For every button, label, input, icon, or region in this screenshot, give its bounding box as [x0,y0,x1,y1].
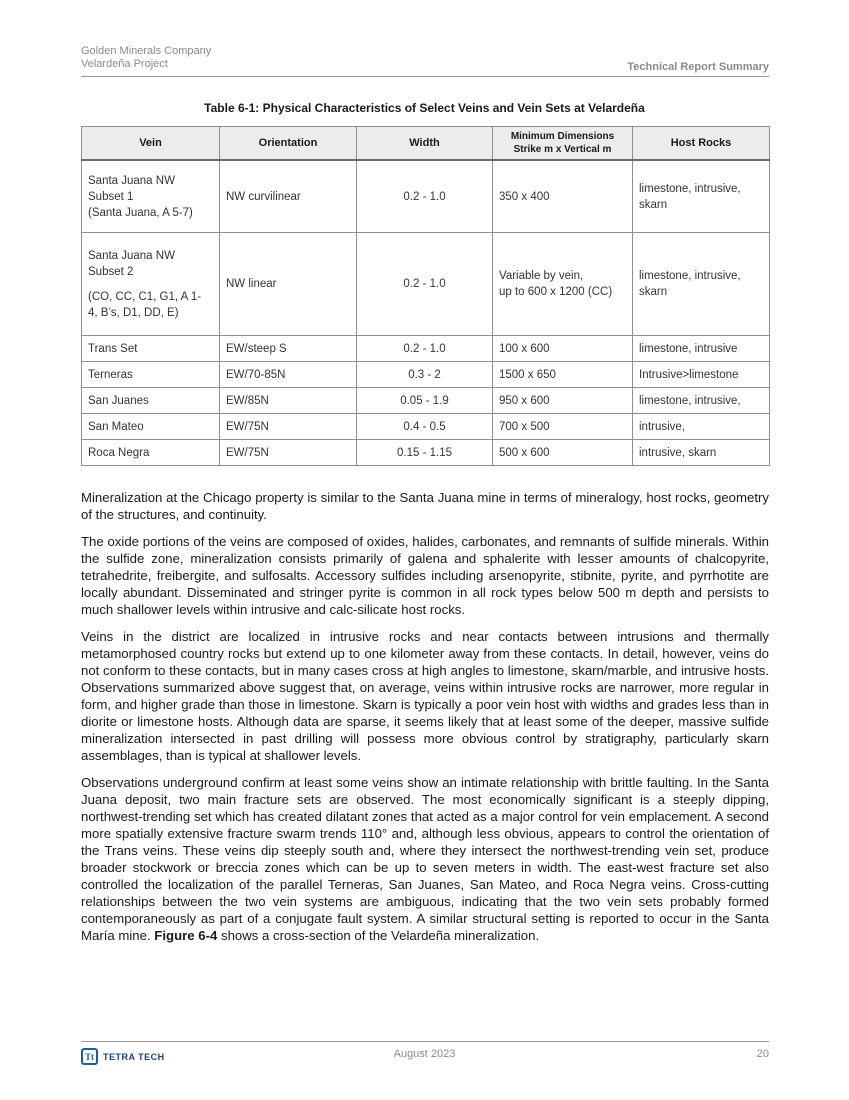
cell-vein-line: Subset 1 [88,190,134,203]
table-row [82,233,770,336]
cell-dimensions: 350 x 400 [493,160,633,233]
cell-orientation: EW/75N [220,414,357,440]
cell-host-line: limestone, intrusive, [639,270,741,282]
header-divider [81,76,769,77]
page-number: 20 [756,1048,769,1060]
cell-vein: Trans Set [82,336,220,362]
paragraph-oxide-portions: The oxide portions of the veins are composed of oxides, halides, carbonates, and remnants of sulfide minerals. Within the sulfide zone, mineralization consists primarily of galena and sphalerite with lesser amounts of chalcopyrite, tetrahedrite, freibergite, and sulfosalts. Accessory sulfides including arsenopyrite, stibnite, pyrite, and pyrrhotite are locally abundant. Disseminated and stringer pyrite is common in all rock types below 500 m depth and persists to much shallower levels within intrusive and calc-silicate host rocks. [81,534,769,617]
cell-dimensions: 950 x 600 [493,388,633,414]
cell-vein: San Juanes [82,388,220,414]
cell-vein-line: (Santa Juana, A 5-7) [88,206,193,219]
cell-vein-line: Santa Juana NW [88,249,175,262]
table-row [82,160,770,233]
table-row [82,440,770,466]
col-dimensions-line2: Strike m x Vertical m [513,144,612,155]
cell-host [633,233,770,336]
paragraph-structural-control [81,774,769,944]
cell-width: 0.05 - 1.9 [357,388,493,414]
table-row [82,388,770,414]
cell-host: limestone, intrusive [633,336,770,362]
company-name: Golden Minerals Company [81,45,212,57]
cell-orientation: EW/steep S [220,336,357,362]
cell-vein-line: Santa Juana NW [88,174,175,187]
table-caption: Table 6-1: Physical Characteristics of Select Veins and Vein Sets at Velardeña [204,101,645,115]
table-row [82,336,770,362]
cell-dimensions: 500 x 600 [493,440,633,466]
cell-orientation: EW/70-85N [220,362,357,388]
veins-table [81,126,770,466]
cell-dimensions-line: Variable by vein, [499,270,584,282]
report-title: Technical Report Summary [627,61,769,73]
cell-host-line: skarn [639,198,668,211]
cell-orientation: NW curvilinear [220,160,357,233]
cell-dimensions: 700 x 500 [493,414,633,440]
cell-orientation: EW/85N [220,388,357,414]
cell-orientation: EW/75N [220,440,357,466]
paragraph-mineralization-chicago: Mineralization at the Chicago property is similar to the Santa Juana mine in terms of mineralogy, host rocks, geometry of the structures, and continuity. [81,490,769,522]
cell-host: intrusive, [633,414,770,440]
cell-host-line: limestone, intrusive, [639,182,741,195]
col-dimensions-line1: Minimum Dimensions [510,131,615,142]
figure-reference-link[interactable]: Figure 6-4 [154,928,218,943]
col-dimensions [493,127,633,161]
cell-dimensions-line: up to 600 x 1200 (CC) [499,286,613,298]
table-header-row [82,127,770,161]
table-row [82,414,770,440]
col-vein: Vein [82,127,220,161]
table-row [82,362,770,388]
cell-dimensions [493,233,633,336]
col-orientation: Orientation [220,127,357,161]
cell-vein: Roca Negra [82,440,220,466]
footer-divider [81,1041,769,1042]
cell-width: 0.3 - 2 [357,362,493,388]
cell-vein: San Mateo [82,414,220,440]
cell-width: 0.4 - 0.5 [357,414,493,440]
paragraph-text: Observations underground confirm at least some veins show an intimate relationship with brittle faulting. In the Santa Juana deposit, two main fracture sets are observed. The most economically significant is a steeply dipping, northwest-trending set which has created dilatant zones that acted as a major control for vein emplacement. A second more spatially extensive fracture swarm trends 110° and, although less obvious, appears to control the orientation of the Trans veins. These veins dip steeply south and, where they intersect the northwest-trending vein set, produce broader stockwork or breccia zones which can be up to seven meters in width. The east-west fracture set also controlled the localization of the parallel Terneras, San Juanes, San Mateo, and Roca Negra veins. Cross-cutting relationships between the two vein systems are ambiguous, indicating that the two vein sets probably formed contemporaneously as part of a conjugate fault system. A similar structural setting is reported to occur in the Santa María mine. [81,775,769,943]
cell-vein [82,160,220,233]
cell-host: Intrusive>limestone [633,362,770,388]
tt-logo-icon: Tt [81,1048,98,1065]
cell-dimensions: 100 x 600 [493,336,633,362]
cell-host-line: skarn [639,286,668,298]
cell-orientation: NW linear [220,233,357,336]
cell-host: limestone, intrusive, [633,388,770,414]
cell-width: 0.2 - 1.0 [357,233,493,336]
cell-vein-line: (CO, CC, C1, G1, A 1- [88,290,202,303]
header-left [81,45,211,71]
col-width: Width [357,127,493,161]
project-name: Velardeña Project [81,58,168,70]
paragraph-text: shows a cross-section of the Velardeña mineralization. [217,928,540,943]
cell-vein-line: Subset 2 [88,265,134,278]
cell-host [633,160,770,233]
body-text [81,489,769,954]
paragraph-vein-localization: Veins in the district are localized in intrusive rocks and near contacts between intrusions and thermally metamorphosed country rocks but extend up to one kilometer away from these contacts. In detail, however, veins do not conform to these contacts, but in many cases cross at high angles to limestone, skarn/marble, and intrusive hosts. Observations summarized above suggest that, on average, veins within intrusive rocks are narrower, more regular in form, and higher grade than those in limestone. Skarn is typically a poor vein host with widths and grades less than in diorite or limestone hosts. Although data are sparse, it seems likely that at least some of the deeper, massive sulfide mineralization intersected in past drilling will possess more obvious control by stratigraphy, particularly skarn assemblages, than is typical at shallower levels. [81,629,769,763]
cell-width: 0.2 - 1.0 [357,160,493,233]
cell-vein: Terneras [82,362,220,388]
cell-width: 0.2 - 1.0 [357,336,493,362]
col-host-rocks: Host Rocks [633,127,770,161]
logo-text: TETRA TECH [103,1051,165,1062]
cell-host: intrusive, skarn [633,440,770,466]
cell-vein [82,233,220,336]
footer-date: August 2023 [393,1048,456,1060]
cell-width: 0.15 - 1.15 [357,440,493,466]
cell-dimensions: 1500 x 650 [493,362,633,388]
cell-vein-line: 4, B’s, D1, DD, E) [88,306,179,319]
